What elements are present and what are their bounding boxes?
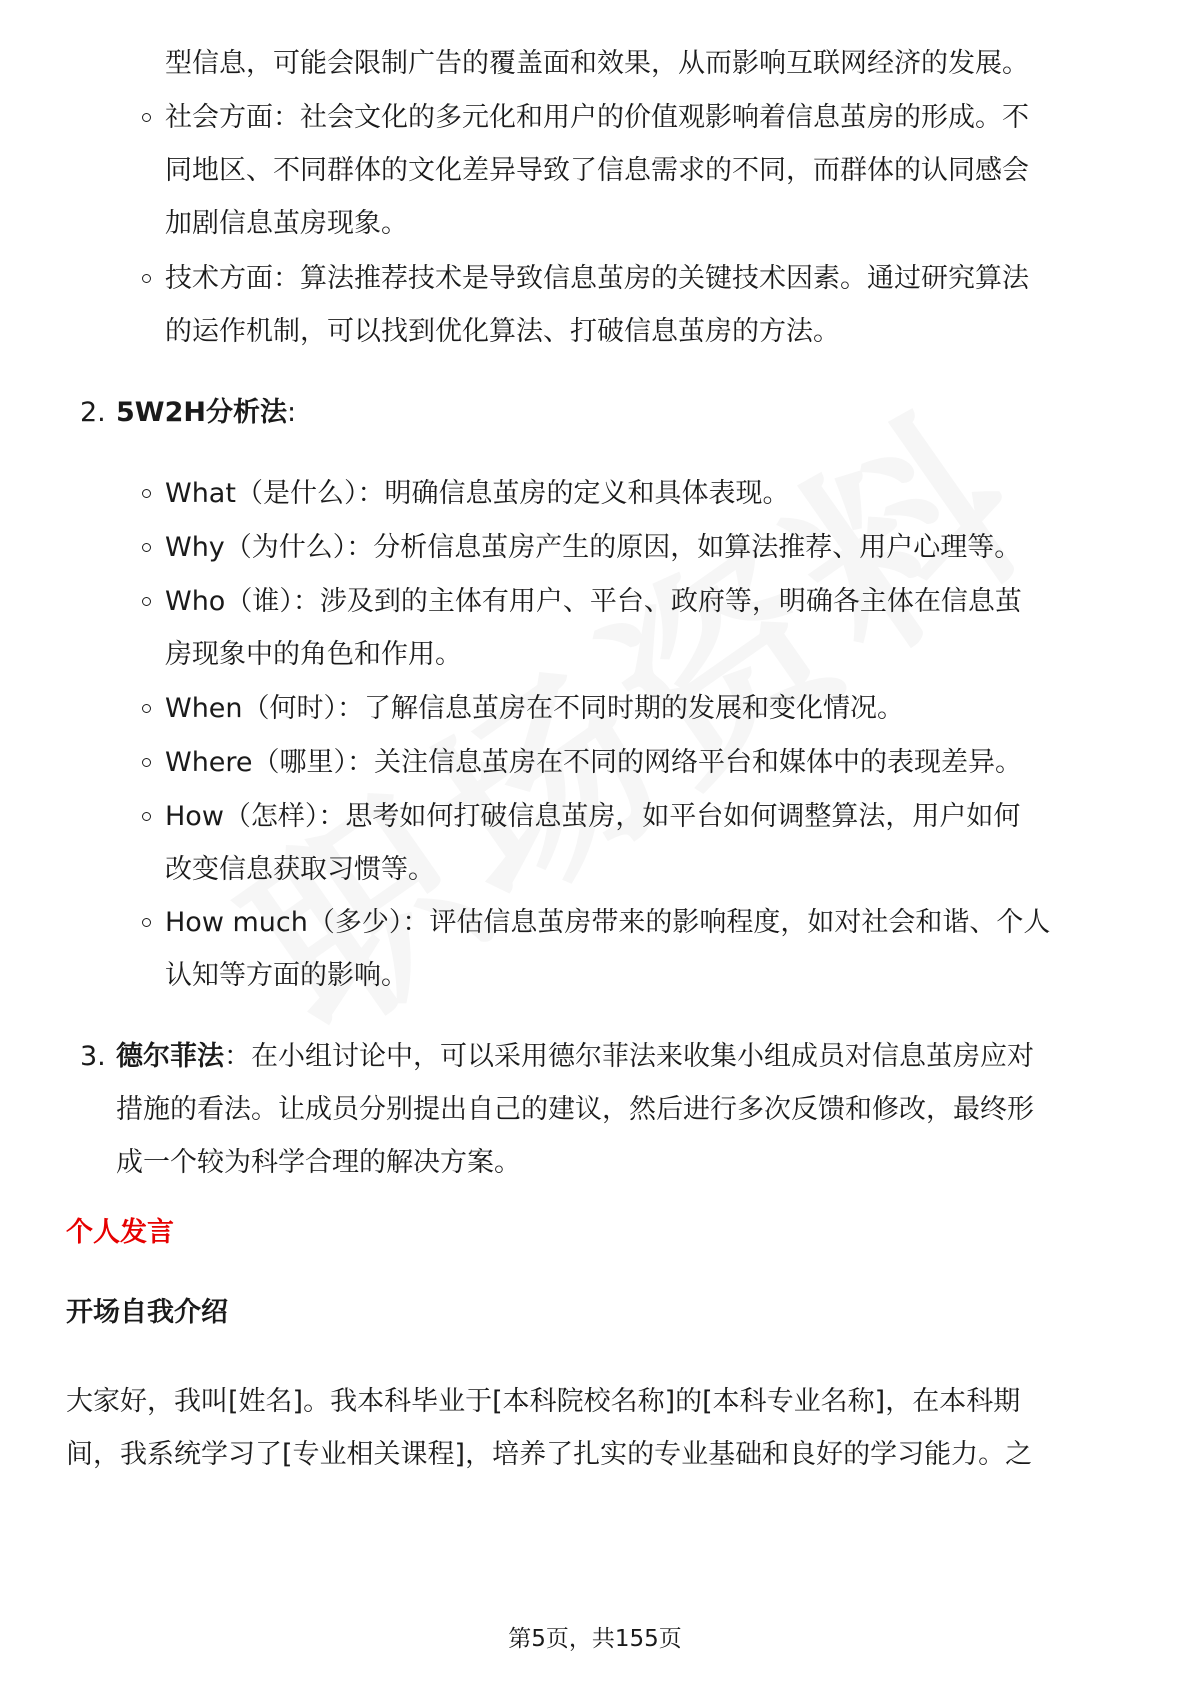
list-item-what: What（是什么）：明确信息茧房的定义和具体表现。: [165, 478, 790, 509]
list-item-why: Why（为什么）：分析信息茧房产生的原因，如算法推荐、用户心理等。: [165, 532, 1022, 563]
section-title: 德尔菲法: [116, 1041, 224, 1072]
intro-line2: 间，我系统学习了[专业相关课程]，培养了扎实的专业基础和良好的学习能力。之: [66, 1439, 1033, 1470]
section3-line2: 措施的看法。让成员分别提出自己的建议，然后进行多次反馈和修改，最终形: [116, 1094, 1034, 1125]
page-footer: 第5页，共155页: [508, 1626, 682, 1652]
bullet-icon: [142, 543, 151, 552]
red-heading: 个人发言: [66, 1217, 174, 1248]
list-item-when: When（何时）：了解信息茧房在不同时期的发展和变化情况。: [165, 693, 905, 724]
section-heading: [116, 395, 296, 431]
section3-line3: 成一个较为科学合理的解决方案。: [116, 1147, 521, 1178]
section-title: 5W2H分析法: [116, 397, 287, 428]
bullet-icon: [142, 113, 151, 122]
bullet-icon: [142, 597, 151, 606]
list-item-tech-line2: 的运作机制，可以找到优化算法、打破信息茧房的方法。: [165, 316, 840, 347]
list-item-who-line2: 房现象中的角色和作用。: [165, 639, 462, 670]
bullet-icon: [142, 704, 151, 713]
intro-line1: 大家好，我叫[姓名]。我本科毕业于[本科院校名称]的[本科专业名称]，在本科期: [66, 1386, 1021, 1417]
list-item-how-line1: How（怎样）：思考如何打破信息茧房，如平台如何调整算法，用户如何: [165, 801, 1021, 832]
bullet-icon: [142, 489, 151, 498]
subheading-intro: 开场自我介绍: [66, 1297, 228, 1328]
list-item-who-line1: Who（谁）：涉及到的主体有用户、平台、政府等，明确各主体在信息茧: [165, 586, 1022, 617]
list-item-social-line3: 加剧信息茧房现象。: [165, 208, 408, 239]
bullet-icon: [142, 812, 151, 821]
section3-line1: [116, 1039, 1034, 1075]
bullet-icon: [142, 274, 151, 283]
section-number: 2.: [80, 397, 106, 428]
bullet-icon: [142, 758, 151, 767]
list-item-social-line2: 同地区、不同群体的文化差异导致了信息需求的不同，而群体的认同感会: [165, 155, 1029, 186]
list-item-howmuch-line1: How much（多少）：评估信息茧房带来的影响程度，如对社会和谐、个人: [165, 907, 1051, 938]
section-number: 3.: [80, 1041, 106, 1072]
list-item-tech-line1: 技术方面：算法推荐技术是导致信息茧房的关键技术因素。通过研究算法: [165, 263, 1029, 294]
list-item-where: Where（哪里）：关注信息茧房在不同的网络平台和媒体中的表现差异。: [165, 747, 1023, 778]
list-item-howmuch-line2: 认知等方面的影响。: [165, 960, 408, 991]
continued-text-line: 型信息，可能会限制广告的覆盖面和效果，从而影响互联网经济的发展。: [165, 48, 1029, 79]
list-item-how-line2: 改变信息获取习惯等。: [165, 854, 435, 885]
section-title-suffix: :: [286, 397, 297, 428]
list-item-social-line1: 社会方面：社会文化的多元化和用户的价值观影响着信息茧房的形成。不: [165, 102, 1029, 133]
bullet-icon: [142, 918, 151, 927]
section3-line1-text: ：在小组讨论中，可以采用德尔菲法来收集小组成员对信息茧房应对: [224, 1041, 1034, 1072]
